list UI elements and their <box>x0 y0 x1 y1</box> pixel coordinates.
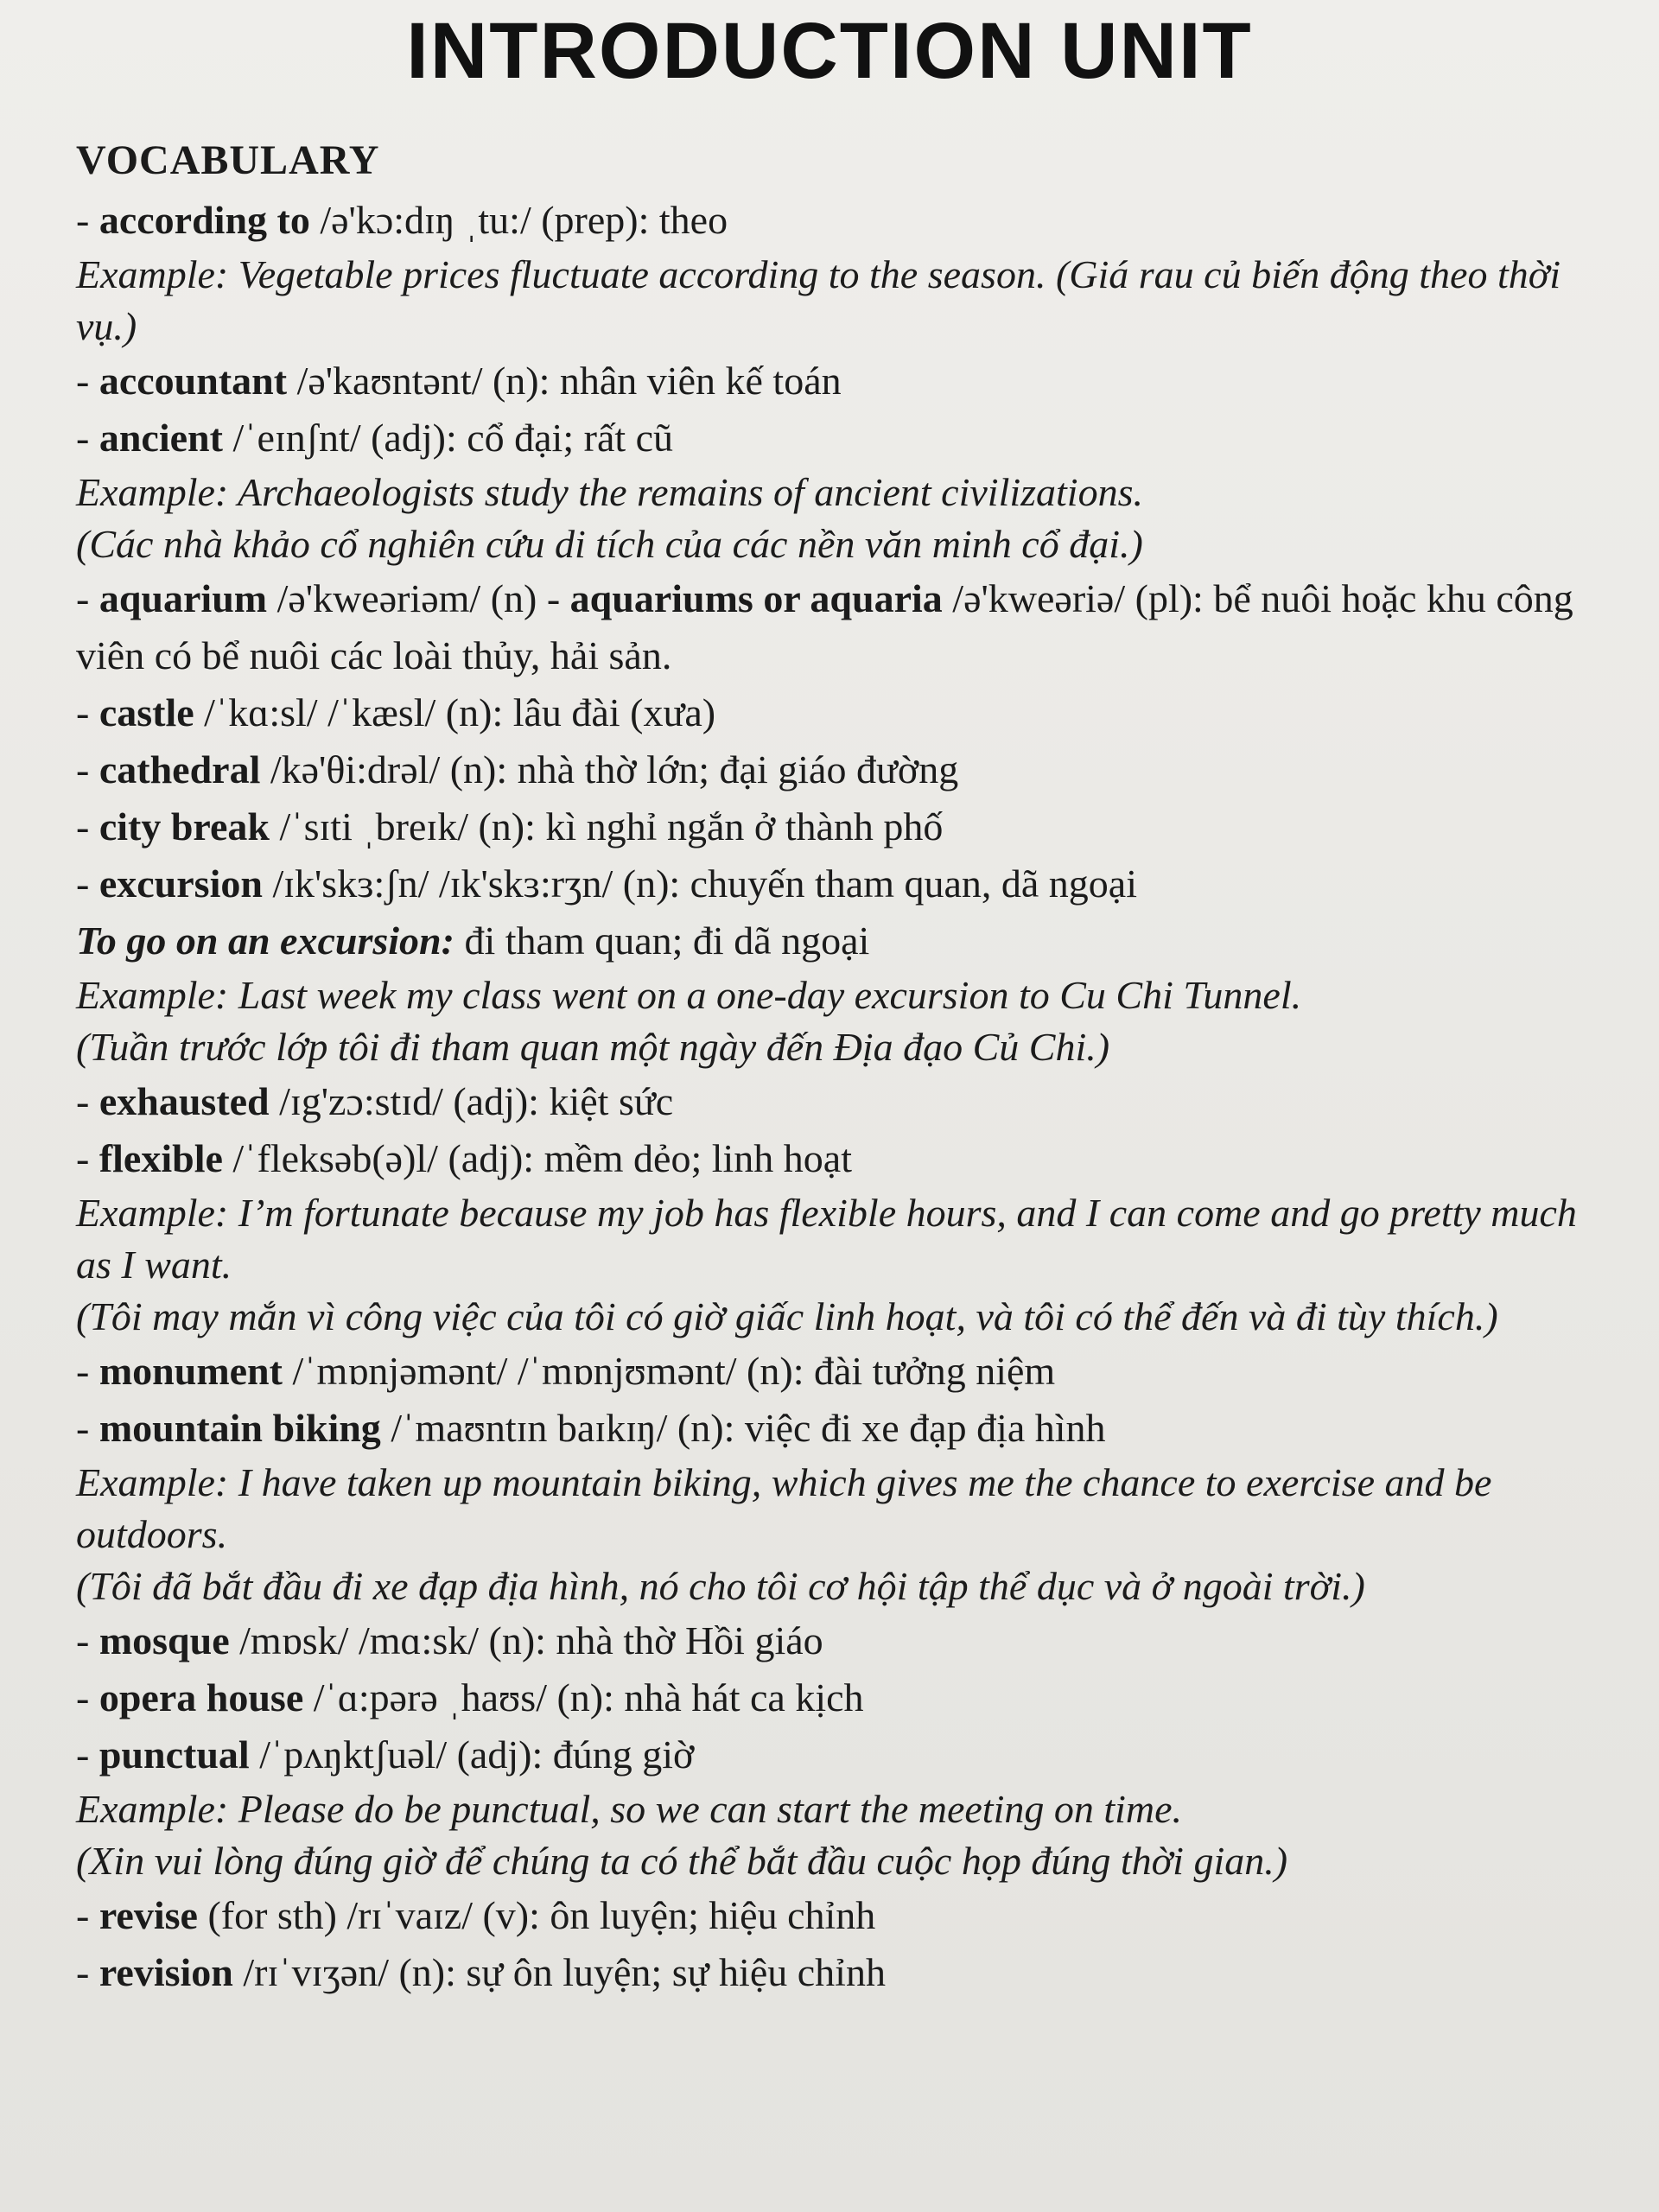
vocab-definition: /ə'kaʊntənt/ (n): nhân viên kế toán <box>287 359 842 403</box>
phrase-meaning: đi tham quan; đi dã ngoại <box>454 918 870 963</box>
example-translation <box>76 1291 1580 1343</box>
example-text: Example: I’m fortunate because my job has flexible hours, and I can come and go pretty much as I want. <box>76 1191 1577 1287</box>
example-sentence <box>76 1187 1580 1291</box>
entry-bullet: - <box>76 198 99 242</box>
vocab-definition: /ˈɑ:pərə ˌhaʊs/ (n): nhà hát ca kịch <box>303 1675 864 1719</box>
entry-bullet: - <box>76 576 99 620</box>
vocab-entry <box>76 192 1580 249</box>
entry-bullet: - <box>76 861 99 906</box>
vocab-term: flexible <box>99 1136 223 1180</box>
translation-text: (Tuần trước lớp tôi đi tham quan một ngày đến Địa đạo Củ Chi.) <box>76 1025 1110 1069</box>
entry-bullet: - <box>76 1349 99 1393</box>
vocab-definition: /ˈmɒnjəmənt/ /ˈmɒnjʊmənt/ (n): đài tưởng niệm <box>282 1349 1056 1393</box>
vocab-term: mountain biking <box>99 1406 381 1450</box>
example-text: Example: Archaeologists study the remains of ancient civilizations. <box>76 470 1143 514</box>
example-text: Example: I have taken up mountain biking, which gives me the chance to exercise and be outdoors. <box>76 1460 1492 1556</box>
vocab-definition: /ə'kweəriə/ (pl): bể nuôi hoặc khu công viên có bể nuôi các loài thủy, hải sản. <box>76 576 1573 677</box>
vocab-term: castle <box>99 690 194 734</box>
example-translation <box>76 1021 1580 1073</box>
entry-bullet: - <box>76 1136 99 1180</box>
vocab-term: punctual <box>99 1732 250 1777</box>
example-translation <box>76 1835 1580 1887</box>
vocabulary-section <box>76 130 1580 2001</box>
vocab-entry <box>76 1887 1580 1944</box>
vocab-term: according to <box>99 198 310 242</box>
vocab-definition: /ˈsɪti ˌbreɪk/ (n): kì nghỉ ngắn ở thành phố <box>270 804 944 849</box>
vocab-entry <box>76 410 1580 467</box>
entry-bullet: - <box>76 416 99 460</box>
vocab-definition: /ˈmaʊntɪn baɪkɪŋ/ (n): việc đi xe đạp địa hình <box>380 1406 1106 1450</box>
example-sentence <box>76 1783 1580 1835</box>
vocab-definition: /ɪg'zɔ:stɪd/ (adj): kiệt sức <box>269 1079 674 1123</box>
vocab-entry <box>76 1343 1580 1400</box>
vocab-plural-term: aquariums or aquaria <box>569 576 943 620</box>
vocab-entry <box>76 684 1580 741</box>
vocab-definition: /rɪˈvɪʒən/ (n): sự ôn luyện; sự hiệu chỉnh <box>232 1950 886 1994</box>
vocab-entry <box>76 1726 1580 1783</box>
entry-bullet: - <box>76 1675 99 1719</box>
entry-bullet: - <box>76 1732 99 1777</box>
vocab-entry <box>76 1400 1580 1457</box>
vocab-definition: /mɒsk/ /mɑ:sk/ (n): nhà thờ Hồi giáo <box>229 1618 823 1662</box>
vocab-term: exhausted <box>99 1079 270 1123</box>
vocab-definition: /ˈfleksəb(ə)l/ (adj): mềm dẻo; linh hoạt <box>222 1136 852 1180</box>
vocab-phrase <box>76 912 1580 969</box>
vocab-pronunciation: /ə'kweəriəm/ (n) - <box>267 576 570 620</box>
vocab-term: aquarium <box>99 576 268 620</box>
vocab-term: revision <box>99 1950 233 1994</box>
section-heading: VOCABULARY <box>76 137 380 183</box>
vocab-term: city break <box>99 804 270 849</box>
example-sentence <box>76 467 1580 518</box>
vocab-entry <box>76 1130 1580 1187</box>
example-text: Example: Please do be punctual, so we can start the meeting on time. <box>76 1787 1183 1831</box>
example-text: Example: Last week my class went on a one-day excursion to Cu Chi Tunnel. <box>76 973 1302 1017</box>
entry-bullet: - <box>76 1893 99 1937</box>
vocab-definition: (for sth) /rɪˈvaɪz/ (v): ôn luyện; hiệu chỉnh <box>197 1893 876 1937</box>
entry-bullet: - <box>76 1618 99 1662</box>
entry-bullet: - <box>76 359 99 403</box>
example-text: Example: Vegetable prices fluctuate according to the season. (Giá rau củ biến động theo thời vụ.) <box>76 252 1561 348</box>
vocab-definition: /ˈpʌŋktʃuəl/ (adj): đúng giờ <box>249 1732 695 1777</box>
vocab-entry <box>76 1944 1580 2001</box>
vocab-definition: /kə'θi:drəl/ (n): nhà thờ lớn; đại giáo đường <box>260 747 959 791</box>
entry-bullet: - <box>76 690 99 734</box>
vocab-term: cathedral <box>99 747 261 791</box>
entry-bullet: - <box>76 747 99 791</box>
vocab-term: accountant <box>99 359 288 403</box>
entry-bullet: - <box>76 1406 99 1450</box>
vocab-entry <box>76 855 1580 912</box>
vocab-entry <box>76 570 1580 684</box>
vocab-term: monument <box>99 1349 283 1393</box>
vocab-entry <box>76 1669 1580 1726</box>
vocabulary-list <box>76 192 1580 2001</box>
vocab-entry <box>76 741 1580 798</box>
translation-text: (Tôi đã bắt đầu đi xe đạp địa hình, nó cho tôi cơ hội tập thể dục và ở ngoài trời.) <box>76 1564 1365 1608</box>
example-translation <box>76 518 1580 570</box>
vocab-term: revise <box>99 1893 198 1937</box>
entry-bullet: - <box>76 1079 99 1123</box>
vocab-term: mosque <box>99 1618 230 1662</box>
vocab-entry <box>76 353 1580 410</box>
phrase-label: To go on an excursion: <box>76 918 454 963</box>
translation-text: (Tôi may mắn vì công việc của tôi có giờ giấc linh hoạt, và tôi có thể đến và đi tùy thích.) <box>76 1294 1498 1338</box>
vocab-definition: /ə'kɔ:dɪŋ ˌtu:/ (prep): theo <box>309 198 728 242</box>
example-sentence <box>76 1457 1580 1560</box>
vocab-entry <box>76 798 1580 855</box>
example-sentence <box>76 969 1580 1021</box>
translation-text: (Xin vui lòng đúng giờ để chúng ta có thể bắt đầu cuộc họp đúng thời gian.) <box>76 1839 1288 1883</box>
page-title: INTRODUCTION UNIT <box>406 7 1253 95</box>
example-translation <box>76 1560 1580 1612</box>
translation-text: (Các nhà khảo cổ nghiên cứu di tích của các nền văn minh cổ đại.) <box>76 522 1143 566</box>
vocab-entry <box>76 1612 1580 1669</box>
example-sentence <box>76 249 1580 353</box>
vocab-term: excursion <box>99 861 263 906</box>
vocab-definition: /ˈkɑ:sl/ /ˈkæsl/ (n): lâu đài (xưa) <box>194 690 716 734</box>
vocab-term: ancient <box>99 416 223 460</box>
vocab-entry <box>76 1073 1580 1130</box>
entry-bullet: - <box>76 804 99 849</box>
entry-bullet: - <box>76 1950 99 1994</box>
vocab-definition: /ˈeɪnʃnt/ (adj): cổ đại; rất cũ <box>222 416 674 460</box>
vocab-definition: /ɪk'skɜ:ʃn/ /ɪk'skɜ:rʒn/ (n): chuyến tham quan, dã ngoại <box>262 861 1138 906</box>
vocab-term: opera house <box>99 1675 304 1719</box>
